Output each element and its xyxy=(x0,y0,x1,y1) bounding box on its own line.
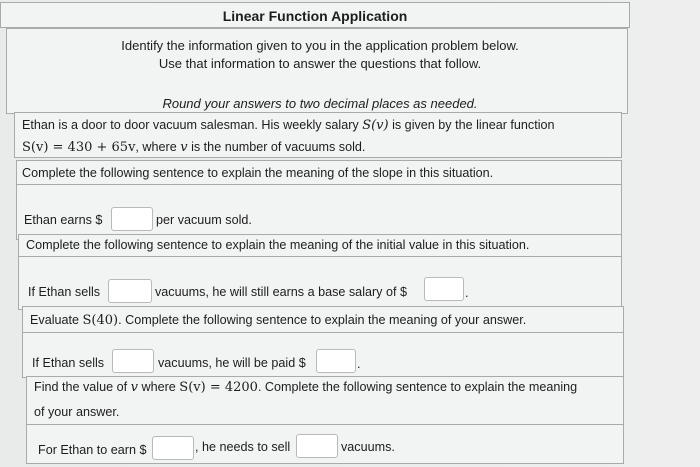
q4-pre-text: For Ethan to earn $ xyxy=(38,443,147,457)
q4-post-text: vacuums. xyxy=(341,440,395,454)
slope-answer-input[interactable] xyxy=(111,207,153,231)
q3-pre-text: If Ethan sells xyxy=(32,356,105,370)
salary-equation: S(v) = 430 + 65v xyxy=(22,140,136,155)
paid-amount-input[interactable] xyxy=(316,349,356,373)
q3-math: S(40) xyxy=(82,313,119,328)
question-4-prompt-line-1 xyxy=(34,380,577,395)
q4-prompt-a: Find the value of xyxy=(34,380,131,394)
problem-line-1 xyxy=(22,118,555,133)
question-4-divider xyxy=(26,424,624,425)
q4-prompt-c: . Complete the following sentence to explain the meaning xyxy=(257,380,578,394)
q3-prompt-b: . Complete the following sentence to explain the meaning of your answer. xyxy=(118,313,527,327)
vacuums-needed-input[interactable] xyxy=(296,434,338,458)
problem-text-a: Ethan is a door to door vacuum salesman. His weekly salary xyxy=(22,118,363,132)
q3-mid-text: vacuums, he will be paid $ xyxy=(158,356,306,370)
earnings-target-input[interactable] xyxy=(152,436,194,460)
intro-line-2: Use that information to answer the questions that follow. xyxy=(158,56,482,71)
intro-line-1: Identify the information given to you in the application problem below. xyxy=(121,38,519,53)
salary-function-label: S(v) xyxy=(362,118,389,133)
q1-pre-text: Ethan earns $ xyxy=(24,213,103,227)
q3-post-text: . xyxy=(357,357,361,371)
base-salary-input[interactable] xyxy=(424,277,464,301)
question-1-prompt: Complete the following sentence to explain the meaning of the slope in this situation. xyxy=(22,166,494,180)
question-2-prompt: Complete the following sentence to explain the meaning of the initial value in this situation. xyxy=(26,238,530,252)
vacuums-sold-input[interactable] xyxy=(112,349,154,373)
question-4-prompt-line-2: of your answer. xyxy=(34,405,120,419)
q2-mid-text: vacuums, he will still earns a base salary of $ xyxy=(155,285,407,299)
q4-variable-v: v xyxy=(130,380,138,395)
initial-vacuums-input[interactable] xyxy=(108,279,152,303)
problem-text-b: is given by the linear function xyxy=(388,118,555,132)
q2-pre-text: If Ethan sells xyxy=(28,285,101,299)
problem-text-c: , where xyxy=(135,140,181,154)
q2-post-text: . xyxy=(465,286,469,300)
q4-math: S(v) = 4200 xyxy=(179,380,258,395)
q3-prompt-a: Evaluate xyxy=(30,313,83,327)
q1-post-text: per vacuum sold. xyxy=(156,213,252,227)
q4-mid-text: , he needs to sell xyxy=(195,440,291,454)
question-3-prompt xyxy=(30,313,526,328)
question-1-divider xyxy=(16,184,622,185)
round-note: Round your answers to two decimal places as needed. xyxy=(162,96,478,111)
problem-text-d: is the number of vacuums sold. xyxy=(187,140,366,154)
page-title: Linear Function Application xyxy=(222,8,408,24)
question-3-divider xyxy=(22,332,624,333)
q4-prompt-b: where xyxy=(137,380,180,394)
problem-line-2 xyxy=(22,140,365,155)
variable-v: v xyxy=(180,140,188,155)
question-2-divider xyxy=(18,256,622,257)
